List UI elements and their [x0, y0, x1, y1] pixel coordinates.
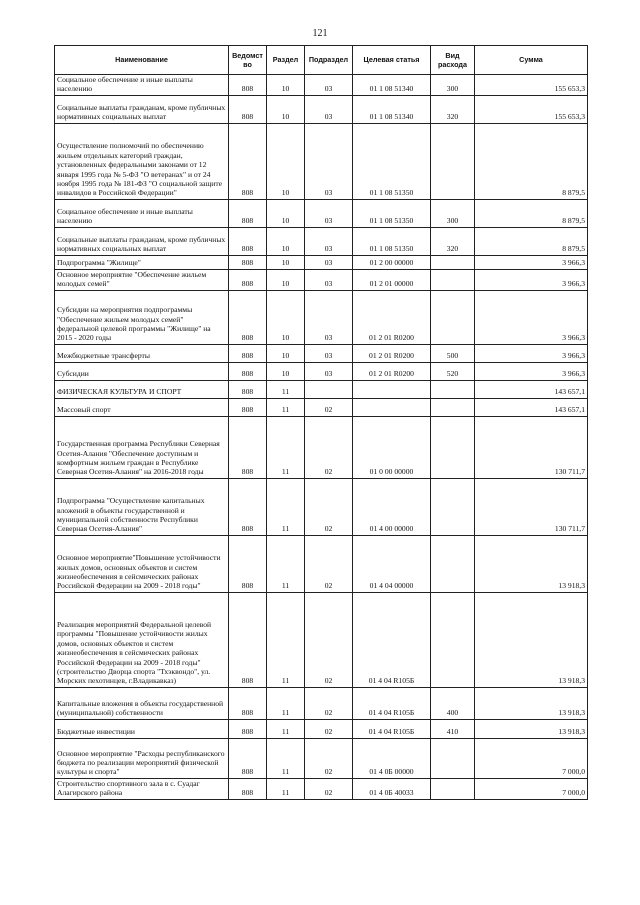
- cell-expense-type: [431, 738, 475, 778]
- cell-sum: 3 966,3: [475, 290, 588, 344]
- table-row: [55, 478, 588, 535]
- cell-target-article: 01 1 08 51350: [353, 123, 431, 199]
- cell-target-article: 01 1 08 51350: [353, 199, 431, 227]
- cell-expense-type: [431, 592, 475, 687]
- table-row: [55, 778, 588, 799]
- cell-expense-type: 300: [431, 199, 475, 227]
- table-row: [55, 416, 588, 478]
- cell-podrazdel: 03: [305, 362, 353, 380]
- cell-expense-type: [431, 380, 475, 398]
- cell-podrazdel: 02: [305, 535, 353, 592]
- cell-vedomstvo: 808: [229, 227, 267, 255]
- cell-target-article: 01 1 08 51340: [353, 75, 431, 96]
- cell-target-article: 01 4 00 00000: [353, 478, 431, 535]
- cell-name: Массовый спорт: [55, 398, 229, 416]
- cell-vedomstvo: 808: [229, 687, 267, 719]
- cell-name: Социальные выплаты гражданам, кроме публичных нормативных социальных выплат: [55, 95, 229, 123]
- cell-name: Реализация мероприятий Федеральной целевой программы "Повышение устойчивости жилых домов, основных объектов и систем жизнеобеспечения в сейсмических районах Российской Федерации на 2009 - 2018 годы" (строительство Дворца спорта "Тхэквондо", ул. Морских пехотинцев, г.Владикавказ): [55, 592, 229, 687]
- cell-vedomstvo: 808: [229, 362, 267, 380]
- cell-target-article: 01 2 01 R0200: [353, 362, 431, 380]
- cell-expense-type: 300: [431, 75, 475, 96]
- table-row: [55, 535, 588, 592]
- cell-vedomstvo: 808: [229, 290, 267, 344]
- cell-target-article: 01 0 00 00000: [353, 416, 431, 478]
- cell-podrazdel: 03: [305, 123, 353, 199]
- cell-razdel: 10: [267, 123, 305, 199]
- cell-name: Социальное обеспечение и иные выплаты населению: [55, 199, 229, 227]
- cell-expense-type: [431, 290, 475, 344]
- table-row: [55, 227, 588, 255]
- header-row: [55, 46, 588, 75]
- cell-vedomstvo: 808: [229, 478, 267, 535]
- cell-sum: 13 918,3: [475, 719, 588, 738]
- cell-razdel: 10: [267, 269, 305, 290]
- table-row: [55, 362, 588, 380]
- cell-expense-type: [431, 269, 475, 290]
- table-row: [55, 75, 588, 96]
- cell-vedomstvo: 808: [229, 199, 267, 227]
- cell-expense-type: [431, 255, 475, 269]
- cell-target-article: 01 4 04 R105Б: [353, 687, 431, 719]
- table-row: [55, 380, 588, 398]
- cell-podrazdel: 02: [305, 778, 353, 799]
- cell-razdel: 11: [267, 719, 305, 738]
- cell-target-article: [353, 398, 431, 416]
- cell-target-article: 01 4 04 R105Б: [353, 719, 431, 738]
- header-razdel: Раздел: [267, 46, 305, 75]
- cell-razdel: 10: [267, 255, 305, 269]
- cell-sum: 3 966,3: [475, 269, 588, 290]
- cell-name: Бюджетные инвестиции: [55, 719, 229, 738]
- cell-name: Подпрограмма "Осуществление капитальных вложений в объекты государственной и муниципальной собственности Республики Северная Осетия-Алания": [55, 478, 229, 535]
- header-sum: Сумма: [475, 46, 588, 75]
- table-row: [55, 95, 588, 123]
- cell-podrazdel: 03: [305, 290, 353, 344]
- cell-razdel: 11: [267, 380, 305, 398]
- cell-sum: 13 918,3: [475, 535, 588, 592]
- cell-vedomstvo: 808: [229, 416, 267, 478]
- cell-razdel: 10: [267, 290, 305, 344]
- cell-razdel: 10: [267, 75, 305, 96]
- table-row: [55, 269, 588, 290]
- cell-name: Строительство спортивного зала в с. Суадаг Алагирского района: [55, 778, 229, 799]
- cell-name: Основное мероприятие "Расходы республиканского бюджета по реализации мероприятий физической культуры и спорта": [55, 738, 229, 778]
- table-body: [55, 75, 588, 800]
- cell-vedomstvo: 808: [229, 344, 267, 362]
- cell-podrazdel: 03: [305, 269, 353, 290]
- cell-target-article: 01 4 0Б 00000: [353, 738, 431, 778]
- cell-expense-type: [431, 123, 475, 199]
- cell-expense-type: [431, 778, 475, 799]
- cell-sum: 8 879,5: [475, 227, 588, 255]
- table-header: [55, 46, 588, 75]
- cell-vedomstvo: 808: [229, 269, 267, 290]
- cell-sum: 130 711,7: [475, 478, 588, 535]
- cell-podrazdel: 02: [305, 592, 353, 687]
- cell-name: Основное мероприятие "Обеспечение жильем молодых семей": [55, 269, 229, 290]
- cell-podrazdel: 02: [305, 416, 353, 478]
- cell-name: ФИЗИЧЕСКАЯ КУЛЬТУРА И СПОРТ: [55, 380, 229, 398]
- cell-razdel: 11: [267, 398, 305, 416]
- cell-sum: 13 918,3: [475, 687, 588, 719]
- cell-sum: 155 653,3: [475, 75, 588, 96]
- cell-sum: 8 879,5: [475, 199, 588, 227]
- cell-vedomstvo: 808: [229, 75, 267, 96]
- table-row: [55, 592, 588, 687]
- page-number: 121: [312, 28, 328, 39]
- cell-name: Основное мероприятие"Повышение устойчивости жилых домов, основных объектов и систем жизнеобеспечения в сейсмических районах Российской Федерации на 2009 - 2018 годы": [55, 535, 229, 592]
- table-row: [55, 123, 588, 199]
- budget-table: [54, 45, 588, 800]
- cell-vedomstvo: 808: [229, 123, 267, 199]
- cell-sum: 13 918,3: [475, 592, 588, 687]
- cell-expense-type: 320: [431, 227, 475, 255]
- cell-vedomstvo: 808: [229, 398, 267, 416]
- cell-target-article: 01 1 08 51340: [353, 95, 431, 123]
- cell-podrazdel: 03: [305, 255, 353, 269]
- cell-razdel: 10: [267, 95, 305, 123]
- cell-podrazdel: 02: [305, 398, 353, 416]
- cell-vedomstvo: 808: [229, 592, 267, 687]
- header-expense-type: Вид расхода: [431, 46, 475, 75]
- cell-name: Подпрограмма "Жилище": [55, 255, 229, 269]
- cell-vedomstvo: 808: [229, 738, 267, 778]
- cell-name: Государственная программа Республики Северная Осетия-Алания "Обеспечение доступным и комфортным жильем граждан в Республике Северная Осетия-Алания" на 2016-2018 годы: [55, 416, 229, 478]
- cell-expense-type: [431, 535, 475, 592]
- table-row: [55, 398, 588, 416]
- cell-sum: 7 000,0: [475, 778, 588, 799]
- cell-sum: 8 879,5: [475, 123, 588, 199]
- cell-podrazdel: 02: [305, 738, 353, 778]
- cell-expense-type: 520: [431, 362, 475, 380]
- cell-razdel: 11: [267, 535, 305, 592]
- cell-name: Капитальные вложения в объекты государственной (муниципальной) собственности: [55, 687, 229, 719]
- table-row: [55, 719, 588, 738]
- cell-vedomstvo: 808: [229, 535, 267, 592]
- cell-expense-type: [431, 398, 475, 416]
- cell-vedomstvo: 808: [229, 380, 267, 398]
- cell-expense-type: 500: [431, 344, 475, 362]
- header-target-article: Целевая статья: [353, 46, 431, 75]
- table-row: [55, 687, 588, 719]
- cell-name: Субсидии на мероприятия подпрограммы "Обеспечение жильем молодых семей" федеральной целевой программы "Жилище" на 2015 - 2020 годы: [55, 290, 229, 344]
- cell-expense-type: [431, 478, 475, 535]
- cell-podrazdel: 02: [305, 687, 353, 719]
- cell-razdel: 10: [267, 227, 305, 255]
- cell-razdel: 11: [267, 416, 305, 478]
- table-row: [55, 738, 588, 778]
- cell-vedomstvo: 808: [229, 255, 267, 269]
- cell-expense-type: 320: [431, 95, 475, 123]
- cell-target-article: 01 4 04 R105Б: [353, 592, 431, 687]
- cell-target-article: 01 2 01 00000: [353, 269, 431, 290]
- cell-name: Социальные выплаты гражданам, кроме публичных нормативных социальных выплат: [55, 227, 229, 255]
- cell-razdel: 11: [267, 738, 305, 778]
- cell-razdel: 11: [267, 778, 305, 799]
- cell-podrazdel: 02: [305, 478, 353, 535]
- cell-name: Межбюджетные трансферты: [55, 344, 229, 362]
- cell-expense-type: 400: [431, 687, 475, 719]
- cell-sum: 155 653,3: [475, 95, 588, 123]
- table-row: [55, 290, 588, 344]
- cell-podrazdel: 02: [305, 719, 353, 738]
- cell-target-article: 01 2 01 R0200: [353, 290, 431, 344]
- cell-target-article: 01 4 04 00000: [353, 535, 431, 592]
- cell-sum: 7 000,0: [475, 738, 588, 778]
- cell-razdel: 10: [267, 362, 305, 380]
- cell-target-article: [353, 380, 431, 398]
- cell-expense-type: 410: [431, 719, 475, 738]
- table-row: [55, 344, 588, 362]
- cell-target-article: 01 4 0Б 40033: [353, 778, 431, 799]
- cell-sum: 3 966,3: [475, 344, 588, 362]
- cell-sum: 130 711,7: [475, 416, 588, 478]
- cell-podrazdel: 03: [305, 199, 353, 227]
- cell-razdel: 11: [267, 592, 305, 687]
- cell-name: Социальное обеспечение и иные выплаты населению: [55, 75, 229, 96]
- cell-vedomstvo: 808: [229, 719, 267, 738]
- cell-podrazdel: 03: [305, 95, 353, 123]
- cell-target-article: 01 1 08 51350: [353, 227, 431, 255]
- cell-vedomstvo: 808: [229, 778, 267, 799]
- cell-podrazdel: 03: [305, 344, 353, 362]
- cell-target-article: 01 2 00 00000: [353, 255, 431, 269]
- cell-name: Субсидии: [55, 362, 229, 380]
- header-podrazdel: Подраздел: [305, 46, 353, 75]
- cell-sum: 3 966,3: [475, 362, 588, 380]
- cell-podrazdel: 03: [305, 227, 353, 255]
- cell-razdel: 11: [267, 478, 305, 535]
- cell-podrazdel: 03: [305, 75, 353, 96]
- cell-vedomstvo: 808: [229, 95, 267, 123]
- cell-target-article: 01 2 01 R0200: [353, 344, 431, 362]
- cell-razdel: 10: [267, 199, 305, 227]
- cell-expense-type: [431, 416, 475, 478]
- cell-razdel: 10: [267, 344, 305, 362]
- header-name: Наименование: [55, 46, 229, 75]
- cell-podrazdel: [305, 380, 353, 398]
- cell-sum: 143 657,1: [475, 380, 588, 398]
- cell-sum: 3 966,3: [475, 255, 588, 269]
- table-row: [55, 199, 588, 227]
- cell-razdel: 11: [267, 687, 305, 719]
- cell-sum: 143 657,1: [475, 398, 588, 416]
- cell-name: Осуществление полномочий по обеспечению жильем отдельных категорий граждан, установленных федеральными законами от 12 января 1995 года № 5-ФЗ "О ветеранах" и от 24 ноября 1995 года № 181-ФЗ "О социальной защите инвалидов в Российской Федерации": [55, 123, 229, 199]
- table-row: [55, 255, 588, 269]
- header-vedomstvo: Ведомст во: [229, 46, 267, 75]
